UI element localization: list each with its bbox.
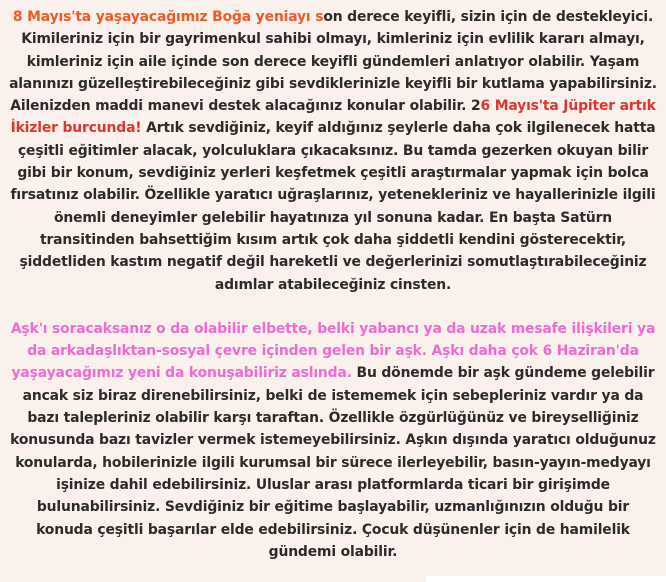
corner-strip <box>426 576 666 582</box>
paragraph-love <box>8 318 658 563</box>
highlight-love: Aşk'ı soracaksanız o da olabilir elbette, belki yabancı ya da uzak mesafe ilişkileri ya da arkadaşlıktan-sosyal çevre içinden gelen bir aşk. Aşkı daha çok 6 Haziran'da yaşayacağımız yeni da konuşabiliriz aslında. <box>10 320 656 382</box>
highlight-jupiter-gemini: 6 Mayıs'ta Jüpiter artık İkizler burcunda! <box>10 98 656 137</box>
paragraph1-text-b: Artık sevdiğiniz, keyif aldığınız şeylerle daha çok ilgilenecek hatta çeşitli eğitimler alacak, yolculuklara çıkacaksınız. Bu tamda gezerken okuyan bilir gibi bir konum, sevdiğiniz yerleri keşfetmek çeşitli araştırmalar yapmak için bolca fırsatınız olabilir. Özellikle yaratıcı uğraşlarınız, yetenekleriniz ve hayallerinizle ilgili önemli deneyimler gelebilir hayatınıza yıl sonuna kadar. En başta Satürn transitinden bahsettiğim kısım artık çok daha şiddetli kendini gösterecektir, şiddetliden kastım negatif değil hareketli ve değerlerinizi somutlaştırabileceğiniz adımlar atabileceğiniz cinsten. <box>10 120 656 293</box>
paragraph2-text: Bu dönemde bir aşk gündeme gelebilir ancak siz biraz direnebilirsiniz, belki de istememek için sebepleriniz vardır ya da bazı talepleriniz olabilir karşı taraftan. Özellikle özgürlüğünüz ve bireyselliğiniz konusunda bazı tavizler vermek istemeyebilirsiniz. Aşkın dışında yaratıcı olduğunuz konularda, hobilerinizle ilgili kurumsal bir sürece ilerleyebilir, basın-yayın-medyayı işinize dahil edebilirsiniz. Uluslar arası platformlarda ticari bir girişimde bulunabilirsiniz. Sevdiğiniz bir eğitime başlayabilir, uzmanlığınızın olduğu bir konuda çeşitli başarılar elde edebilirsiniz. Çocuk düşünenler için de hamilelik gündemi olabilir. <box>10 365 656 560</box>
paragraph-bull-new-moon <box>8 6 658 296</box>
paragraph1-text-a: on derece keyifli, sizin için de destekleyici. Kimileriniz için bir gayrimenkul sahibi olmayı, kimleriniz için evlilik kararı almayı, kimleriniz için aile içinde son derece keyifli gündemleri anlatıyor olabilir. Yaşam alanınızı güzelleştirebileceğiniz gibi sevdiklerinizle keyifli bir kutlama yapabilirsiniz. Ailenizden maddi manevi destek alacağınız konular olabilir. 2 <box>9 9 657 115</box>
highlight-taurus-new-moon: 8 Mayıs'ta yaşayacağımız Boğa yeniayı s <box>12 9 324 25</box>
